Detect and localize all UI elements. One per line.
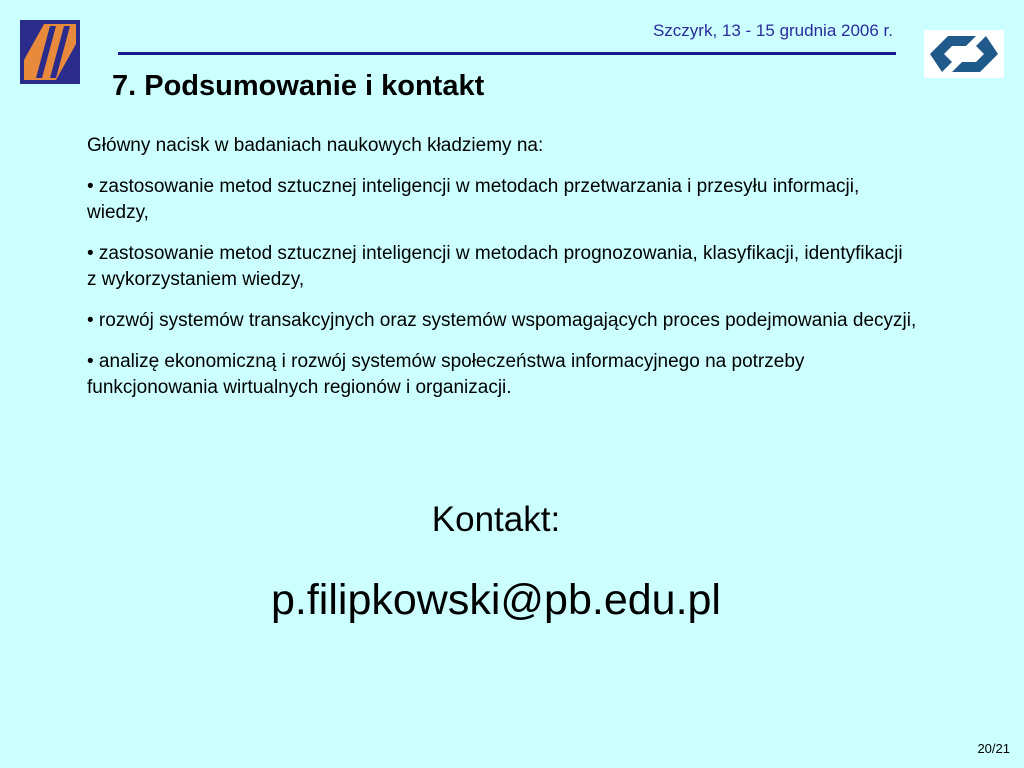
slide-body — [87, 133, 917, 416]
page-number: 20/21 — [977, 741, 1010, 756]
s-arrows-logo-icon — [924, 30, 1004, 78]
z-monogram-logo-icon — [20, 20, 80, 84]
header-divider — [118, 52, 896, 55]
intro-text: Główny nacisk w badaniach naukowych kładziemy na: — [87, 135, 544, 156]
header-date-location: Szczyrk, 13 - 15 grudnia 2006 r. — [652, 21, 893, 40]
slide-title: 7. Podsumowanie i kontakt — [112, 70, 485, 102]
bullet-item: • analizę ekonomiczną i rozwój systemów społeczeństwa informacyjnego na potrzeby funkcjonowania wirtualnych regionów i organizacji. — [87, 351, 805, 398]
bullet-item: • zastosowanie metod sztucznej inteligencji w metodach przetwarzania i przesyłu informacji, wiedzy, — [87, 176, 860, 223]
contact-label: Kontakt: — [431, 500, 561, 539]
bullet-item: • zastosowanie metod sztucznej inteligencji w metodach prognozowania, klasyfikacji, identyfikacji z wykorzystaniem wiedzy, — [87, 243, 903, 290]
bullet-item: • rozwój systemów transakcyjnych oraz systemów wspomagających proces podejmowania decyzji, — [87, 310, 917, 331]
contact-email: p.filipkowski@pb.edu.pl — [271, 576, 721, 624]
